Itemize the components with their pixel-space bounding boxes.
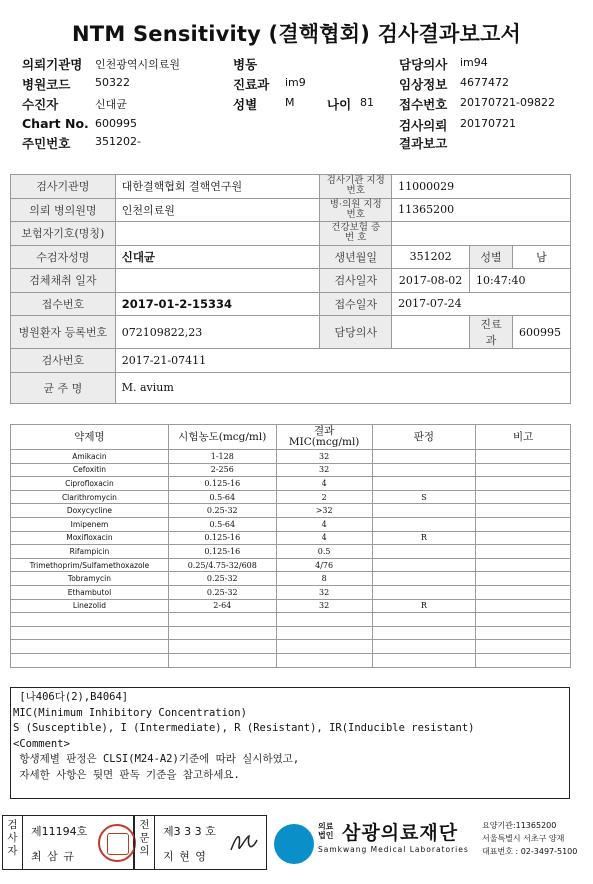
- drug-cell-mic: 32: [276, 463, 372, 477]
- req-code-label: 병·의원 지정번호: [320, 198, 392, 222]
- drug-cell-note: [476, 599, 571, 613]
- specialist-box: [134, 815, 267, 870]
- header-value: 인천광역시의료원: [95, 58, 181, 71]
- header-label: 임상정보: [399, 77, 448, 92]
- drug-row: [11, 599, 571, 613]
- empty-cell: [168, 626, 276, 640]
- drug-row: [11, 572, 571, 586]
- drug-cell-mic: 8: [276, 572, 372, 586]
- header-value: M: [285, 96, 295, 109]
- empty-cell: [276, 653, 372, 667]
- header-value: 4677472: [460, 76, 509, 89]
- empty-cell: [476, 613, 571, 627]
- testtime-value: 10:47:40: [470, 269, 571, 293]
- drug-cell-drug: Rifampicin: [11, 545, 169, 559]
- header-value: 50322: [95, 76, 130, 89]
- drug-cell-conc: 1-128: [168, 450, 276, 464]
- comment-line: 항생제별 판정은 CLSI(M24-A2)기준에 따라 실시하였고,: [13, 753, 300, 765]
- comment-line: 자세한 사항은 뒷면 판독 기준을 참고하세요.: [13, 768, 240, 781]
- drug-cell-note: [476, 450, 571, 464]
- drug-cell-conc: 0.25-32: [168, 504, 276, 518]
- recdate-value: 2017-07-24: [392, 292, 571, 316]
- org-name: 삼광의료재단: [342, 822, 459, 844]
- drug-cell-interp: [372, 545, 476, 559]
- drug-cell-interp: [372, 504, 476, 518]
- inst-value: 대한결핵협회 결핵연구원: [115, 175, 320, 199]
- drug-cell-drug: Ciprofloxacin: [11, 477, 169, 491]
- drug-cell-conc: 2-64: [168, 599, 276, 613]
- drug-row: [11, 585, 571, 599]
- drug-cell-conc: 0.25-32: [168, 572, 276, 586]
- drug-cell-interp: [372, 477, 476, 491]
- drug-cell-drug: Moxifloxacin: [11, 531, 169, 545]
- organism-value: M. avium: [115, 372, 570, 403]
- header-label: 주민번호: [22, 136, 71, 151]
- empty-cell: [11, 626, 169, 640]
- drug-cell-conc: 0.5-64: [168, 490, 276, 504]
- drug-cell-conc: 0.25-32: [168, 585, 276, 599]
- drug-cell-mic: >32: [276, 504, 372, 518]
- drug-cell-note: [476, 490, 571, 504]
- empty-cell: [476, 640, 571, 654]
- drug-cell-conc: 0.125-16: [168, 545, 276, 559]
- drug-cell-mic: 32: [276, 599, 372, 613]
- empty-row: [11, 653, 571, 667]
- drug-cell-mic: 4/76: [276, 558, 372, 572]
- drug-cell-interp: [372, 585, 476, 599]
- header-value: im9: [285, 76, 306, 89]
- empty-cell: [372, 653, 476, 667]
- header-value: 20170721: [460, 117, 516, 130]
- empty-cell: [476, 653, 571, 667]
- drug-cell-conc: 0.25/4.75-32/608: [168, 558, 276, 572]
- drug-cell-interp: [372, 517, 476, 531]
- examiner-license: 제11194호: [31, 825, 88, 838]
- drug-cell-conc: 0.125-16: [168, 477, 276, 491]
- header-label: 병원코드: [22, 77, 71, 92]
- header-label: 의뢰기관명: [22, 57, 83, 72]
- examiner-seal: [98, 824, 136, 862]
- drug-cell-drug: Imipenem: [11, 517, 169, 531]
- age-value: 81: [360, 96, 374, 109]
- drug-cell-drug: Trimethoprim/Sulfamethoxazole: [11, 558, 169, 572]
- drug-cell-interp: [372, 450, 476, 464]
- header-value: im94: [460, 56, 488, 69]
- empty-cell: [168, 653, 276, 667]
- empty-cell: [168, 640, 276, 654]
- header-label: 결과보고: [399, 136, 448, 151]
- drug-cell-interp: [372, 463, 476, 477]
- empty-cell: [476, 626, 571, 640]
- drug-cell-mic: 32: [276, 585, 372, 599]
- empty-cell: [168, 613, 276, 627]
- empty-row: [11, 640, 571, 654]
- header-label: 접수번호: [399, 97, 448, 112]
- header-value: 20170721-09822: [460, 96, 555, 109]
- name-value: 신대균: [115, 245, 320, 269]
- drug-cell-note: [476, 531, 571, 545]
- empty-cell: [372, 640, 476, 654]
- drug-cell-conc: 2-256: [168, 463, 276, 477]
- comment-line: <Comment>: [13, 737, 70, 750]
- drug-cell-mic: 0.5: [276, 545, 372, 559]
- sex-value: 남: [512, 245, 570, 269]
- doctor-label: 담당의사: [320, 316, 392, 349]
- drug-row: [11, 545, 571, 559]
- header-label: 담당의사: [399, 57, 448, 72]
- header-label: 성별: [233, 97, 258, 112]
- req-value: 인천의료원: [115, 198, 320, 222]
- col-drug: 약제명: [11, 425, 169, 450]
- inst-code-label: 검사기관 지정번호: [320, 175, 392, 199]
- drug-row: [11, 504, 571, 518]
- organism-label: 균 주 명: [11, 372, 116, 403]
- recdate-label: 접수일자: [320, 292, 392, 316]
- testdate-value: 2017-08-02: [392, 269, 470, 293]
- comment-line: S (Susceptible), I (Intermediate), R (Resistant), IR(Inducible resistant): [13, 722, 475, 734]
- header-label: 병동: [233, 57, 258, 72]
- drug-susceptibility-table: [10, 424, 571, 668]
- specialist-license: 제3 3 3 호: [163, 825, 216, 838]
- col-interp: 판정: [372, 425, 476, 450]
- testdate-label: 검사일자: [320, 269, 392, 293]
- req-label: 의뢰 병의원명: [11, 198, 116, 222]
- recno-label: 접수번호: [11, 292, 116, 316]
- testno-value: 2017-21-07411: [115, 349, 570, 373]
- empty-cell: [11, 613, 169, 627]
- comment-line: [나406다(2),B4064]: [13, 691, 129, 703]
- signature-mark: [227, 828, 261, 858]
- drug-cell-mic: 2: [276, 490, 372, 504]
- drug-row: [11, 531, 571, 545]
- drug-row: [11, 477, 571, 491]
- ins-label: 보험자기호(명칭): [11, 222, 116, 246]
- dept-value: 600995: [512, 316, 570, 349]
- req-code-value: 11365200: [392, 198, 571, 222]
- drug-cell-mic: 32: [276, 450, 372, 464]
- dob-value: 351202: [392, 245, 470, 269]
- drug-cell-drug: Clarithromycin: [11, 490, 169, 504]
- drug-cell-mic: 4: [276, 531, 372, 545]
- comment-line: MIC(Minimum Inhibitory Concentration): [13, 706, 247, 719]
- dob-label: 생년월일: [320, 245, 392, 269]
- empty-cell: [11, 640, 169, 654]
- empty-cell: [372, 613, 476, 627]
- examiner-name: 최 삼 규: [31, 850, 75, 863]
- drug-cell-note: [476, 463, 571, 477]
- drug-cell-mic: 4: [276, 477, 372, 491]
- health-value: [392, 222, 571, 246]
- drug-cell-drug: Linezolid: [11, 599, 169, 613]
- patreg-value: 072109822,23: [115, 316, 320, 349]
- drug-cell-interp: R: [372, 531, 476, 545]
- patreg-label: 병원환자 등록번호: [11, 316, 116, 349]
- org-phone: 대표번호 : 02-3497-5100: [482, 847, 578, 856]
- report-title: NTM Sensitivity (결핵협회) 검사결과보고서: [72, 22, 521, 46]
- patient-info-table: [10, 174, 571, 404]
- specialist-name: 지 현 영: [163, 850, 207, 863]
- drug-cell-note: [476, 504, 571, 518]
- drug-cell-note: [476, 517, 571, 531]
- age-label: 나이: [327, 97, 352, 112]
- col-mic: 결과 MIC(mcg/ml): [276, 425, 372, 450]
- empty-cell: [276, 626, 372, 640]
- sex-label: 성별: [470, 245, 513, 269]
- collect-value: [115, 269, 320, 293]
- header-value: 신대균: [95, 98, 127, 111]
- drug-cell-note: [476, 477, 571, 491]
- org-logo-icon: [274, 824, 314, 877]
- empty-cell: [11, 653, 169, 667]
- drug-cell-note: [476, 585, 571, 599]
- org-en-name: Samkwang Medical Laboratories: [318, 845, 469, 854]
- drug-row: [11, 463, 571, 477]
- examiner-tag: 검 사 자: [3, 816, 23, 869]
- drug-cell-mic: 4: [276, 517, 372, 531]
- empty-cell: [276, 613, 372, 627]
- org-logo-area: [272, 818, 593, 877]
- drug-row: [11, 517, 571, 531]
- drug-cell-conc: 0.125-16: [168, 531, 276, 545]
- doctor-value: [392, 316, 470, 349]
- header-value: 600995: [95, 117, 137, 130]
- drug-cell-note: [476, 558, 571, 572]
- org-logo-badge: SML: [283, 867, 305, 877]
- org-corp-tag: 의료 법인: [318, 822, 334, 840]
- drug-row: [11, 490, 571, 504]
- drug-cell-drug: Cefoxitin: [11, 463, 169, 477]
- drug-row: [11, 450, 571, 464]
- collect-label: 검체채취 일자: [11, 269, 116, 293]
- empty-cell: [276, 640, 372, 654]
- empty-row: [11, 613, 571, 627]
- inst-code-value: 11000029: [392, 175, 571, 199]
- drug-cell-conc: 0.5-64: [168, 517, 276, 531]
- comment-box: [10, 687, 570, 799]
- drug-cell-drug: Doxycycline: [11, 504, 169, 518]
- health-label: 건강보험 증 번 호: [320, 222, 392, 246]
- drug-cell-drug: Amikacin: [11, 450, 169, 464]
- header-value: 351202-: [95, 135, 141, 148]
- header-label: 검사의뢰: [399, 118, 448, 133]
- drug-cell-interp: [372, 558, 476, 572]
- ins-value: [115, 222, 320, 246]
- empty-cell: [372, 626, 476, 640]
- empty-row: [11, 626, 571, 640]
- drug-cell-interp: R: [372, 599, 476, 613]
- drug-cell-drug: Tobramycin: [11, 572, 169, 586]
- drug-cell-note: [476, 572, 571, 586]
- inst-label: 검사기관명: [11, 175, 116, 199]
- testno-label: 검사번호: [11, 349, 116, 373]
- col-note: 비고: [476, 425, 571, 450]
- drug-cell-interp: [372, 572, 476, 586]
- col-conc: 시험농도(mcg/ml): [168, 425, 276, 450]
- org-code: 요양기관:11365200: [482, 821, 557, 830]
- org-address: 서울특별시 서초구 양재: [482, 834, 565, 843]
- examiner-box: [2, 815, 134, 870]
- recno-value: 2017-01-2-15334: [115, 292, 320, 316]
- drug-cell-drug: Ethambutol: [11, 585, 169, 599]
- header-label: Chart No.: [22, 116, 89, 131]
- drug-cell-interp: S: [372, 490, 476, 504]
- dept-label: 진료과: [470, 316, 513, 349]
- header-label: 진료과: [233, 77, 270, 92]
- header-label: 수진자: [22, 97, 59, 112]
- name-label: 수검자성명: [11, 245, 116, 269]
- drug-row: [11, 558, 571, 572]
- specialist-tag: 전 문 의: [135, 816, 155, 869]
- drug-cell-note: [476, 545, 571, 559]
